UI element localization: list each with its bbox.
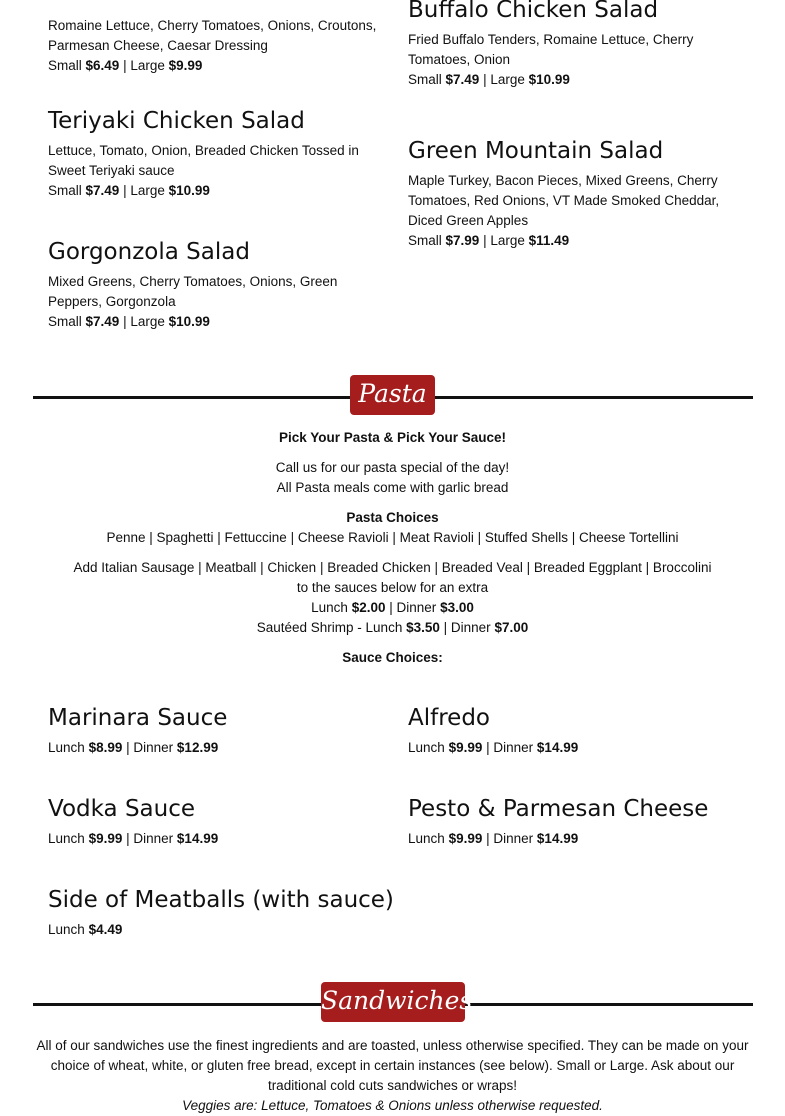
caesar-salad-item (48, 16, 383, 76)
vodka-sauce-title: Vodka Sauce (48, 796, 196, 822)
buffalo-salad-price: Small $7.49 | Large $10.99 (408, 72, 570, 87)
alfredo-sauce-price: Lunch $9.99 | Dinner $14.99 (408, 740, 579, 755)
green-mountain-salad-price: Small $7.99 | Large $11.49 (408, 233, 570, 248)
meatballs-item (48, 886, 408, 940)
pasta-shrimp-price: Sautéed Shrimp - Lunch $3.50 | Dinner $7.00 (256, 620, 529, 635)
green-mountain-salad-desc: Maple Turkey, Bacon Pieces, Mixed Greens, Cherry Tomatoes, Red Onions, VT Made Smoked Cheddar, Diced Green Apples (408, 173, 720, 228)
pesto-sauce-price: Lunch $9.99 | Dinner $14.99 (408, 831, 579, 846)
marinara-sauce-title: Marinara Sauce (48, 705, 228, 731)
marinara-sauce-price: Lunch $8.99 | Dinner $12.99 (48, 740, 219, 755)
green-mountain-salad-item (408, 137, 728, 251)
sandwiches-intro-line3: traditional cold cuts sandwiches or wraps! (267, 1078, 518, 1093)
alfredo-sauce-item (408, 704, 738, 758)
sandwiches-veggies-note: Veggies are: Lettuce, Tomatoes & Onions unless otherwise requested. (182, 1098, 603, 1113)
sandwiches-intro-line1: All of our sandwiches use the finest ingredients and are toasted, unless otherwise specified. They can be made on your (36, 1038, 749, 1053)
meatballs-price: Lunch $4.49 (48, 922, 123, 937)
buffalo-salad-desc: Fried Buffalo Tenders, Romaine Lettuce, Cherry Tomatoes, Onion (408, 32, 694, 67)
pasta-heading: Pasta (350, 375, 435, 415)
pasta-garlic-line: All Pasta meals come with garlic bread (276, 480, 509, 495)
vodka-sauce-item (48, 795, 378, 849)
marinara-sauce-item (48, 704, 378, 758)
sauce-choices-label: Sauce Choices: (342, 650, 443, 665)
meatballs-title: Side of Meatballs (with sauce) (48, 887, 394, 913)
teriyaki-salad-price: Small $7.49 | Large $10.99 (48, 183, 210, 198)
gorgonzola-salad-item (48, 238, 348, 332)
pesto-sauce-item (408, 795, 748, 849)
sandwiches-heading: Sandwiches (321, 982, 465, 1022)
teriyaki-salad-item (48, 107, 368, 201)
pasta-addons-line1: Add Italian Sausage | Meatball | Chicken | Breaded Chicken | Breaded Veal | Breaded Eggplant | Broccolini (73, 560, 712, 575)
teriyaki-salad-desc: Lettuce, Tomato, Onion, Breaded Chicken Tossed in Sweet Teriyaki sauce (48, 143, 359, 178)
pasta-choices-list: Penne | Spaghetti | Fettuccine | Cheese Ravioli | Meat Ravioli | Stuffed Shells | Cheese Tortellini (106, 530, 679, 545)
sandwiches-intro-line2: choice of wheat, white, or gluten free bread, except in certain instances (see below). Small or Large. Ask about our (50, 1058, 735, 1073)
pesto-sauce-title: Pesto & Parmesan Cheese (408, 796, 709, 822)
buffalo-salad-title: Buffalo Chicken Salad (408, 0, 659, 23)
caesar-salad-desc: Romaine Lettuce, Cherry Tomatoes, Onions, Croutons, Parmesan Cheese, Caesar Dressing (48, 18, 377, 53)
gorgonzola-salad-price: Small $7.49 | Large $10.99 (48, 314, 210, 329)
pasta-addons-line2: to the sauces below for an extra (296, 580, 489, 595)
gorgonzola-salad-title: Gorgonzola Salad (48, 239, 250, 265)
caesar-salad-price: Small $6.49 | Large $9.99 (48, 58, 203, 73)
vodka-sauce-price: Lunch $9.99 | Dinner $14.99 (48, 831, 219, 846)
gorgonzola-salad-desc: Mixed Greens, Cherry Tomatoes, Onions, Green Peppers, Gorgonzola (48, 274, 338, 309)
pasta-pick-line: Pick Your Pasta & Pick Your Sauce! (278, 430, 507, 445)
pasta-choices-label: Pasta Choices (346, 510, 439, 525)
teriyaki-salad-title: Teriyaki Chicken Salad (48, 108, 305, 134)
alfredo-sauce-title: Alfredo (408, 705, 490, 731)
green-mountain-salad-title: Green Mountain Salad (408, 138, 664, 164)
buffalo-salad-item (408, 0, 718, 90)
pasta-addon-price: Lunch $2.00 | Dinner $3.00 (311, 600, 474, 615)
pasta-special-line: Call us for our pasta special of the day! (275, 460, 510, 475)
